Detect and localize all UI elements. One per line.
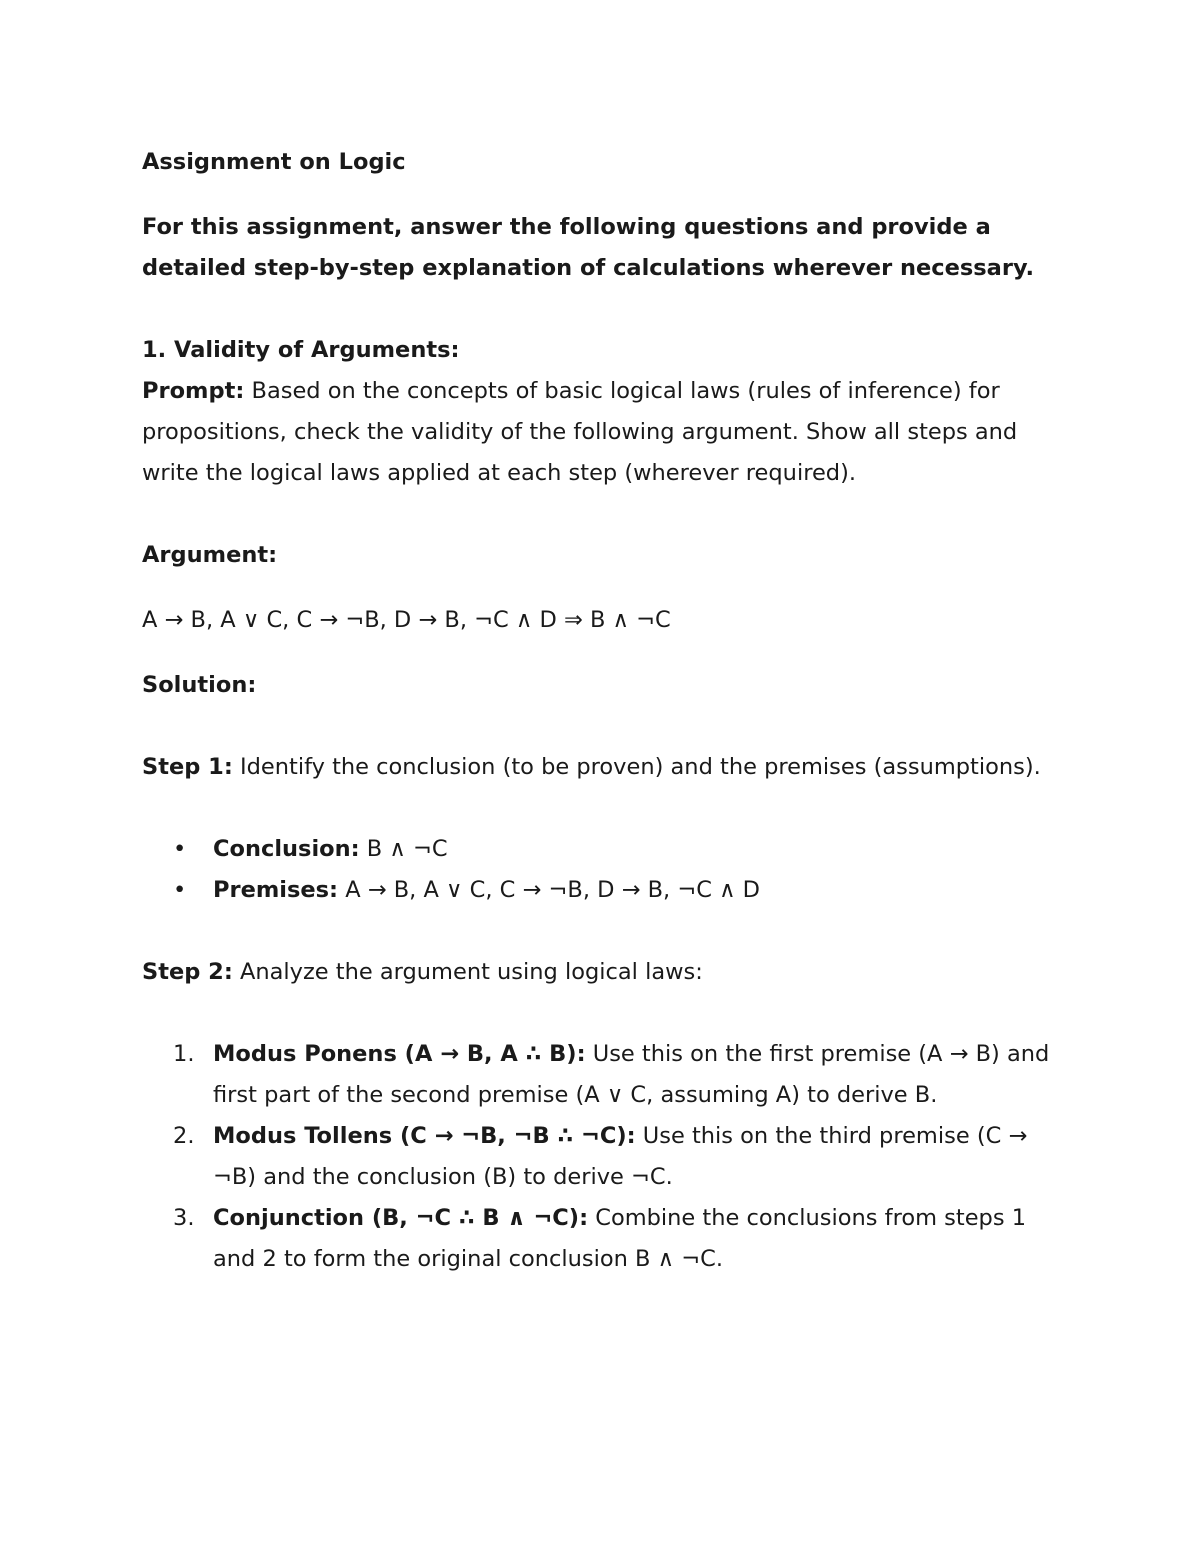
modus-tollens-text: Use this on the third premise (C → ¬B) and the conclusion (B) to derive ¬C. xyxy=(213,1123,1028,1190)
step1-paragraph xyxy=(142,747,1072,788)
list-number: 3. xyxy=(173,1205,195,1231)
document-body xyxy=(142,142,1072,1280)
conclusion-label: Conclusion: xyxy=(213,836,360,862)
step2-numbered-list xyxy=(142,1034,1072,1280)
bullet-icon: • xyxy=(173,877,187,903)
prompt-paragraph xyxy=(142,371,1072,494)
step1-bullet-list xyxy=(142,829,1072,911)
modus-tollens-label: Modus Tollens (C → ¬B, ¬B ∴ ¬C): xyxy=(213,1123,636,1149)
step1-label: Step 1: xyxy=(142,754,233,780)
step2-text: Analyze the argument using logical laws: xyxy=(232,959,703,985)
list-item-conclusion xyxy=(142,829,1072,870)
premises-text: A → B, A ∨ C, C → ¬B, D → B, ¬C ∧ D xyxy=(338,877,761,903)
list-item-conjunction xyxy=(142,1198,1072,1280)
step2-paragraph xyxy=(142,952,1072,993)
list-item-modus-ponens xyxy=(142,1034,1072,1116)
document-title: Assignment on Logic xyxy=(142,149,406,175)
bullet-icon: • xyxy=(173,836,187,862)
step2-label: Step 2: xyxy=(142,959,233,985)
step1-text: Identify the conclusion (to be proven) and the premises (assumptions). xyxy=(232,754,1041,780)
prompt-label: Prompt: xyxy=(142,378,245,404)
section-heading-validity: 1. Validity of Arguments: xyxy=(142,337,460,363)
conjunction-label: Conjunction (B, ¬C ∴ B ∧ ¬C): xyxy=(213,1205,589,1231)
argument-formula: A → B, A ∨ C, C → ¬B, D → B, ¬C ∧ D ⇒ B ∧ ¬C xyxy=(142,607,671,633)
conclusion-text: B ∧ ¬C xyxy=(359,836,448,862)
modus-ponens-label: Modus Ponens (A → B, A ∴ B): xyxy=(213,1041,586,1067)
conjunction-text: Combine the conclusions from steps 1 and 2 to form the original conclusion B ∧ ¬C. xyxy=(213,1205,1027,1272)
argument-label: Argument: xyxy=(142,542,278,568)
prompt-text: Based on the concepts of basic logical laws (rules of inference) for propositions, check the validity of the following argument. Show all steps and write the logical laws applied at each step (wherever required). xyxy=(142,378,1018,486)
list-number: 1. xyxy=(173,1041,195,1067)
list-number: 2. xyxy=(173,1123,195,1149)
premises-label: Premises: xyxy=(213,877,339,903)
modus-ponens-text: Use this on the first premise (A → B) and first part of the second premise (A ∨ C, assuming A) to derive B. xyxy=(213,1041,1050,1108)
list-item-modus-tollens xyxy=(142,1116,1072,1198)
solution-label: Solution: xyxy=(142,672,257,698)
list-item-premises xyxy=(142,870,1072,911)
assignment-instructions: For this assignment, answer the following questions and provide a detailed step-by-step explanation of calculations wherever necessary. xyxy=(142,214,1035,281)
